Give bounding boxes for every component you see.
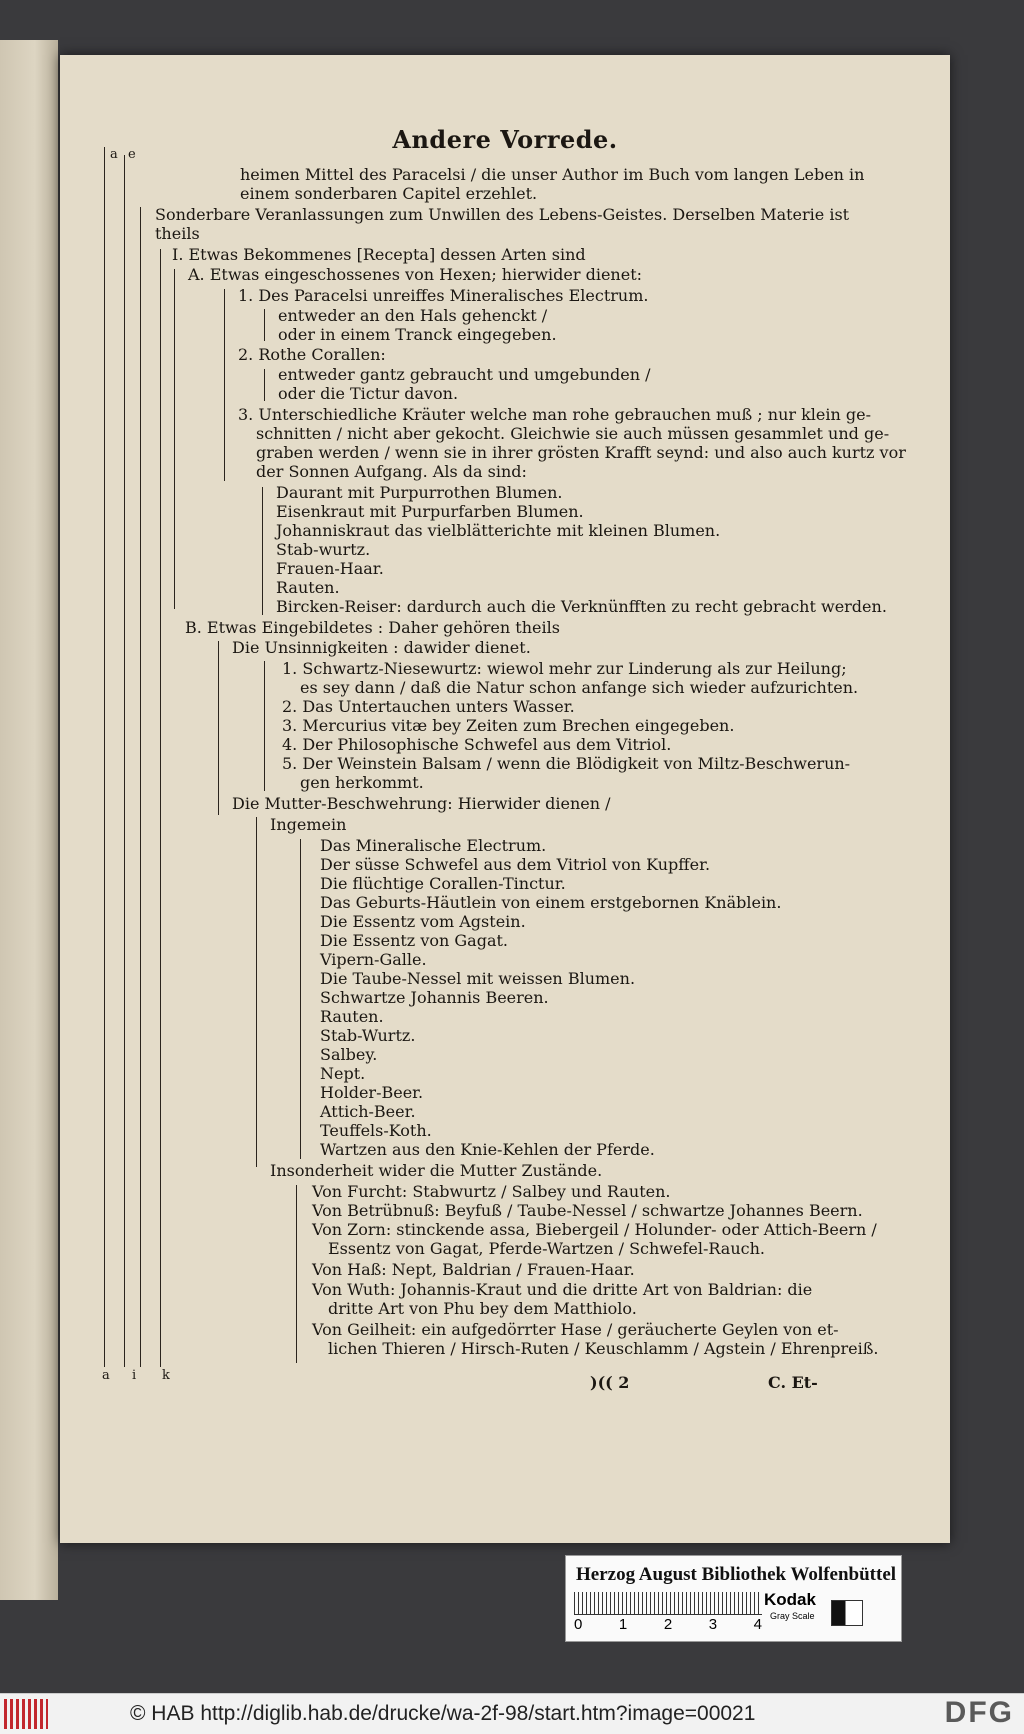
text-line: 1. Des Paracelsi unreiffes Mineralisches Electrum.: [238, 286, 649, 305]
text-line: 4. Der Philosophische Schwefel aus dem Vitriol.: [282, 735, 672, 754]
scale-numbers: [574, 1616, 762, 1633]
library-name: Herzog August Bibliothek Wolfenbüttel: [576, 1564, 897, 1585]
margin-letter-e: e: [128, 147, 136, 162]
text-line: Von Haß: Nept, Baldrian / Frauen-Haar.: [312, 1260, 635, 1279]
kodak-logo: Kodak: [764, 1590, 816, 1609]
scale-num-2: 2: [663, 1616, 673, 1633]
text-line: Von Zorn: stinckende assa, Biebergeil / Holunder- oder Attich-Beern /: [312, 1220, 877, 1239]
text-line: Holder-Beer.: [320, 1083, 424, 1102]
text-line: Die Essentz vom Agstein.: [320, 912, 526, 931]
text-line: Rauten.: [320, 1007, 384, 1026]
bracket-line-sonderbare: [140, 207, 141, 1367]
text-line: dritte Art von Phu bey dem Matthiolo.: [328, 1299, 637, 1318]
text-line: Bircken-Reiser: dardurch auch die Verknünfften zu recht gebracht werden.: [276, 597, 887, 616]
text-line: es sey dann / daß die Natur schon anfange sich wieder aufzurichten.: [300, 678, 859, 697]
text-line: der Sonnen Aufgang. Als da sind:: [256, 462, 527, 481]
text-line: Sonderbare Veranlassungen zum Unwillen des Lebens-Geistes. Derselben Materie ist: [155, 205, 850, 224]
margin-letter-k-bottom: k: [162, 1368, 170, 1383]
text-line: entweder an den Hals gehenckt /: [278, 306, 548, 325]
text-line: I. Etwas Bekommenes [Recepta] dessen Arten sind: [172, 245, 586, 264]
bracket-line-B: [218, 641, 219, 815]
text-line: Johanniskraut das vielblätterichte mit kleinen Blumen.: [276, 521, 721, 540]
text-line: Wartzen aus den Knie-Kehlen der Pferde.: [320, 1140, 655, 1159]
text-line: Daurant mit Purpurrothen Blumen.: [276, 483, 563, 502]
bracket-line-e: [124, 155, 125, 1367]
scale-num-0: 0: [574, 1616, 583, 1633]
text-line: Von Geilheit: ein aufgedörrter Hase / geräucherte Geylen von et-: [312, 1320, 839, 1339]
text-line: lichen Thieren / Hirsch-Ruten / Keuschlamm / Agstein / Ehrenpreiß.: [328, 1339, 879, 1358]
text-line: Der süsse Schwefel aus dem Vitriol von Kupffer.: [320, 855, 711, 874]
text-line: Insonderheit wider die Mutter Zustände.: [270, 1161, 603, 1180]
text-line: Von Furcht: Stabwurtz / Salbey und Rauten.: [312, 1182, 671, 1201]
margin-letter-a-bottom: a: [102, 1368, 110, 1383]
text-line: Schwartze Johannis Beeren.: [320, 988, 549, 1007]
text-line: Von Wuth: Johannis-Kraut und die dritte Art von Baldrian: die: [312, 1280, 813, 1299]
text-line: Nept.: [320, 1064, 366, 1083]
text-line: theils: [155, 224, 200, 243]
text-line: oder in einem Tranck eingegeben.: [278, 325, 557, 344]
bracket-line-1: [264, 309, 265, 341]
text-line: 3. Mercurius vitæ bey Zeiten zum Brechen eingegeben.: [282, 716, 735, 735]
scale-num-3: 3: [708, 1616, 718, 1633]
text-line: 2. Das Untertauchen unters Wasser.: [282, 697, 575, 716]
gray-chip: [831, 1600, 863, 1626]
signature-mark: )(( 2: [590, 1373, 630, 1392]
text-line: heimen Mittel des Paracelsi / die unser Author im Buch vom langen Leben in: [240, 165, 865, 184]
text-line: Das Mineralische Electrum.: [320, 836, 547, 855]
bracket-line-herbs: [262, 487, 263, 615]
text-line: einem sonderbaren Capitel erzehlet.: [240, 184, 538, 203]
page-header: Andere Vorrede.: [392, 125, 618, 154]
text-line: A. Etwas eingeschossenes von Hexen; hierwider dienet:: [188, 265, 643, 284]
text-line: Die Essentz von Gagat.: [320, 931, 508, 950]
page-content: [60, 55, 950, 1543]
text-line: Die Unsinnigkeiten : dawider dienet.: [232, 638, 531, 657]
bracket-line-mutter: [256, 817, 257, 1167]
text-line: 1. Schwartz-Niesewurtz: wiewol mehr zur Linderung als zur Heilung;: [282, 659, 847, 678]
text-line: Salbey.: [320, 1045, 378, 1064]
text-line: gen herkommt.: [300, 773, 424, 792]
bracket-line-2: [264, 369, 265, 401]
text-line: Stab-Wurtz.: [320, 1026, 416, 1045]
ruler-scale: [574, 1592, 762, 1615]
text-line: Die Taube-Nessel mit weissen Blumen.: [320, 969, 636, 988]
text-line: Essentz von Gagat, Pferde-Wartzen / Schwefel-Rauch.: [328, 1239, 765, 1258]
bracket-line-ingemein: [300, 839, 301, 1159]
text-line: Die Mutter-Beschwehrung: Hierwider dienen /: [232, 794, 611, 813]
previous-page-edge: [0, 40, 58, 1600]
source-link[interactable]: © HAB http://diglib.hab.de/drucke/wa-2f-98/start.htm?image=00021: [130, 1702, 756, 1725]
bracket-line-A: [174, 269, 175, 609]
bracket-line-unsinnig: [264, 661, 265, 791]
margin-letter-i-bottom: i: [132, 1368, 137, 1383]
library-scale-card: [565, 1555, 902, 1642]
text-line: schnitten / nicht aber gekocht. Gleichwie sie auch müssen gesammlet und ge-: [256, 424, 890, 443]
text-line: Vipern-Galle.: [320, 950, 427, 969]
text-line: Von Betrübnuß: Beyfuß / Taube-Nessel / schwartze Johannes Beern.: [312, 1201, 863, 1220]
text-line: Ingemein: [270, 815, 347, 834]
text-line: Stab-wurtz.: [276, 540, 371, 559]
catchword: C. Et-: [768, 1373, 818, 1392]
dfg-logo: DFG: [944, 1696, 1014, 1729]
text-line: entweder gantz gebraucht und umgebunden /: [278, 365, 651, 384]
bracket-line-insonderheit: [296, 1185, 297, 1363]
footer-bar: [0, 1693, 1024, 1734]
text-line: 3. Unterschiedliche Kräuter welche man rohe gebrauchen muß ; nur klein ge-: [238, 405, 872, 424]
text-line: 5. Der Weinstein Balsam / wenn die Blödigkeit von Miltz-Beschwerun-: [282, 754, 851, 773]
hab-logo-icon: [4, 1699, 48, 1729]
text-line: Attich-Beer.: [320, 1102, 416, 1121]
book-page: [60, 55, 950, 1543]
scale-num-4: 4: [753, 1616, 762, 1633]
gray-scale-label: Gray Scale: [770, 1611, 815, 1621]
text-line: Teuffels-Koth.: [320, 1121, 432, 1140]
text-line: 2. Rothe Corallen:: [238, 345, 386, 364]
bracket-line-a: [104, 147, 105, 1367]
text-line: Das Geburts-Häutlein von einem erstgebornen Knäblein.: [320, 893, 782, 912]
text-line: Frauen-Haar.: [276, 559, 384, 578]
text-line: graben werden / wenn sie in ihrer grösten Krafft seynd: und also auch kurtz vor: [256, 443, 906, 462]
bracket-line-I: [160, 249, 161, 1367]
scale-num-1: 1: [618, 1616, 628, 1633]
text-line: oder die Tictur davon.: [278, 384, 459, 403]
bracket-line-A-items: [224, 289, 225, 481]
text-line: Rauten.: [276, 578, 340, 597]
text-line: B. Etwas Eingebildetes : Daher gehören theils: [185, 618, 560, 637]
margin-letter-a: a: [110, 147, 118, 162]
text-line: Die flüchtige Corallen-Tinctur.: [320, 874, 566, 893]
text-line: Eisenkraut mit Purpurfarben Blumen.: [276, 502, 584, 521]
